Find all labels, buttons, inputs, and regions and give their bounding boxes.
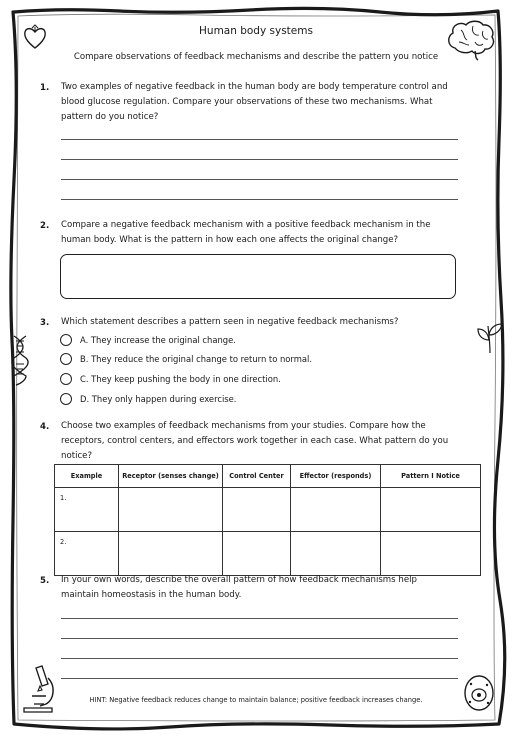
question-2-number: 2.: [40, 221, 50, 231]
question-4-number: 4.: [40, 422, 50, 432]
table-cell[interactable]: [223, 488, 291, 532]
worksheet-title: Human body systems: [199, 25, 313, 37]
radio-circle[interactable]: [60, 353, 72, 365]
option-a-label: A. They increase the original change.: [80, 335, 236, 345]
column-header: Effector (responds): [291, 465, 381, 488]
column-header: Pattern I Notice: [381, 465, 481, 488]
option-d[interactable]: [60, 392, 236, 406]
table-cell[interactable]: [381, 488, 481, 532]
cell-icon: [462, 673, 496, 713]
answer-line[interactable]: [61, 179, 458, 180]
table-header-row: [55, 465, 481, 488]
answer-line[interactable]: [61, 139, 458, 140]
answer-box[interactable]: [60, 254, 456, 299]
worksheet-subtitle: Compare observations of feedback mechanisms and describe the pattern you notice: [73, 52, 439, 62]
question-4-text: Choose two examples of feedback mechanisms from your studies. Compare how the receptors, control centers, and effectors work together in each case. What pattern do you notice?: [61, 421, 449, 461]
question-5-number: 5.: [40, 576, 50, 586]
answer-line[interactable]: [61, 658, 458, 659]
radio-circle[interactable]: [60, 393, 72, 405]
option-b-label: B. They reduce the original change to return to normal.: [80, 354, 312, 364]
question-5-text: In your own words, describe the overall pattern of how feedback mechanisms help maintain homeostasis in the human body.: [61, 575, 417, 600]
radio-circle[interactable]: [60, 373, 72, 385]
question-2-text: Compare a negative feedback mechanism with a positive feedback mechanism in the human body. What is the pattern in how each one affects the original change?: [61, 220, 431, 245]
question-1-text: Two examples of negative feedback in the human body are body temperature control and blood glucose regulation. Compare your observations of these two mechanisms. What pattern do you notice?: [61, 82, 448, 122]
microscope-icon: [20, 664, 56, 716]
leaf-sprig-icon: [476, 318, 504, 354]
column-header: Receptor (senses change): [119, 465, 223, 488]
dna-icon: [10, 334, 30, 386]
feedback-comparison-table: [54, 464, 481, 576]
table-row: [55, 488, 481, 532]
table-cell[interactable]: [291, 488, 381, 532]
table-row: [55, 532, 481, 576]
table-cell[interactable]: [119, 532, 223, 576]
column-header: Example: [55, 465, 119, 488]
answer-line[interactable]: [61, 159, 458, 160]
table-cell[interactable]: [291, 532, 381, 576]
question-3-number: 3.: [40, 318, 50, 328]
hint-text: HINT: Negative feedback reduces change to maintain balance; positive feedback increases change.: [89, 696, 423, 704]
answer-line[interactable]: [61, 638, 458, 639]
answer-line[interactable]: [61, 199, 458, 200]
question-1-number: 1.: [40, 83, 50, 93]
table-cell[interactable]: [381, 532, 481, 576]
radio-circle[interactable]: [60, 334, 72, 346]
option-c-label: C. They keep pushing the body in one direction.: [80, 374, 281, 384]
row-number: 2.: [55, 532, 119, 576]
option-a[interactable]: [60, 333, 236, 347]
row-number: 1.: [55, 488, 119, 532]
column-header: Control Center: [223, 465, 291, 488]
option-d-label: D. They only happen during exercise.: [80, 394, 237, 404]
option-b[interactable]: [60, 352, 312, 366]
question-3-text: Which statement describes a pattern seen in negative feedback mechanisms?: [61, 317, 399, 327]
answer-line[interactable]: [61, 678, 458, 679]
answer-line[interactable]: [61, 618, 458, 619]
table-cell[interactable]: [119, 488, 223, 532]
table-cell[interactable]: [223, 532, 291, 576]
option-c[interactable]: [60, 372, 281, 386]
